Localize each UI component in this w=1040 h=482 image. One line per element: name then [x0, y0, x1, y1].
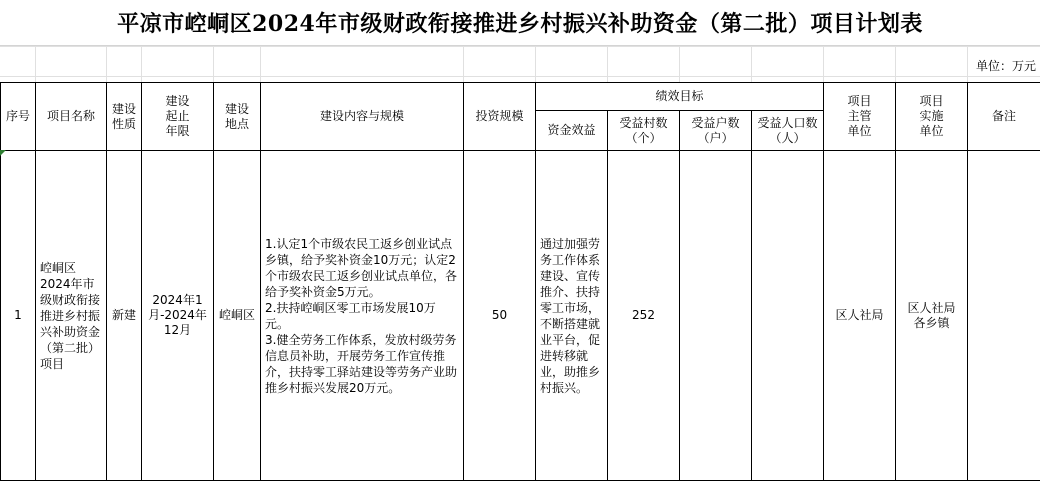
header-location: 建设 地点	[214, 83, 261, 151]
table-row	[1, 151, 1040, 481]
header-perf-benefit: 资金效益	[536, 111, 608, 151]
cell-investment[interactable]: 50	[464, 151, 536, 481]
header-nature: 建设 性质	[107, 83, 142, 151]
header-perf-households: 受益户数 （户）	[680, 111, 752, 151]
header-performance: 绩效目标	[536, 83, 824, 111]
project-plan-table	[0, 82, 1040, 481]
cell-location[interactable]: 崆峒区	[214, 151, 261, 481]
cell-perf-benefit[interactable]: 通过加强劳务工作体系建设、宣传推介、扶持零工市场，不断搭建就业平台，促进转移就业，助推乡村振兴。	[536, 151, 608, 481]
unit-label: 单位：万元	[975, 59, 1036, 73]
header-row-1	[1, 83, 1040, 111]
cell-perf-households[interactable]	[680, 151, 752, 481]
header-implementer: 项目 实施 单位	[896, 83, 968, 151]
cell-content[interactable]	[261, 151, 464, 481]
cell-period[interactable]: 2024年1月-2024年12月	[142, 151, 214, 481]
cell-comment-marker	[0, 150, 6, 156]
cell-supervisor[interactable]: 区人社局	[824, 151, 896, 481]
header-perf-villages: 受益村数 （个）	[608, 111, 680, 151]
content-item-2: 2.扶持崆峒区零工市场发展10万元。	[265, 300, 436, 331]
content-item-1: 1.认定1个市级农民工返乡创业试点乡镇，给予奖补资金10万元；认定2个市级农民工返乡创业试点单位，各给予奖补资金5万元。	[265, 236, 458, 299]
cell-perf-population[interactable]	[752, 151, 824, 481]
page-title: 平凉市崆峒区2024年市级财政衔接推进乡村振兴补助资金（第二批）项目计划表	[0, 0, 1040, 46]
header-remarks: 备注	[968, 83, 1040, 151]
cell-nature[interactable]: 新建	[107, 151, 142, 481]
header-seq: 序号	[1, 83, 36, 151]
cell-implementer[interactable]: 区人社局 各乡镇	[896, 151, 968, 481]
header-perf-population: 受益人口数 （人）	[752, 111, 824, 151]
cell-perf-villages[interactable]: 252	[608, 151, 680, 481]
cell-remarks[interactable]	[968, 151, 1040, 481]
header-supervisor: 项目 主管 单位	[824, 83, 896, 151]
header-period: 建设 起止 年限	[142, 83, 214, 151]
content-item-3: 3.健全劳务工作体系，发放村级劳务信息员补助，开展劳务工作宣传推介，扶持零工驿站建设等劳务产业助推乡村振兴发展20万元。	[265, 332, 458, 395]
header-project-name: 项目名称	[36, 83, 107, 151]
header-investment: 投资规模	[464, 83, 536, 151]
cell-project-name[interactable]: 崆峒区2024年市级财政衔接推进乡村振兴补助资金（第二批）项目	[36, 151, 107, 481]
header-content: 建设内容与规模	[261, 83, 464, 151]
cell-seq[interactable]: 1	[1, 151, 36, 481]
